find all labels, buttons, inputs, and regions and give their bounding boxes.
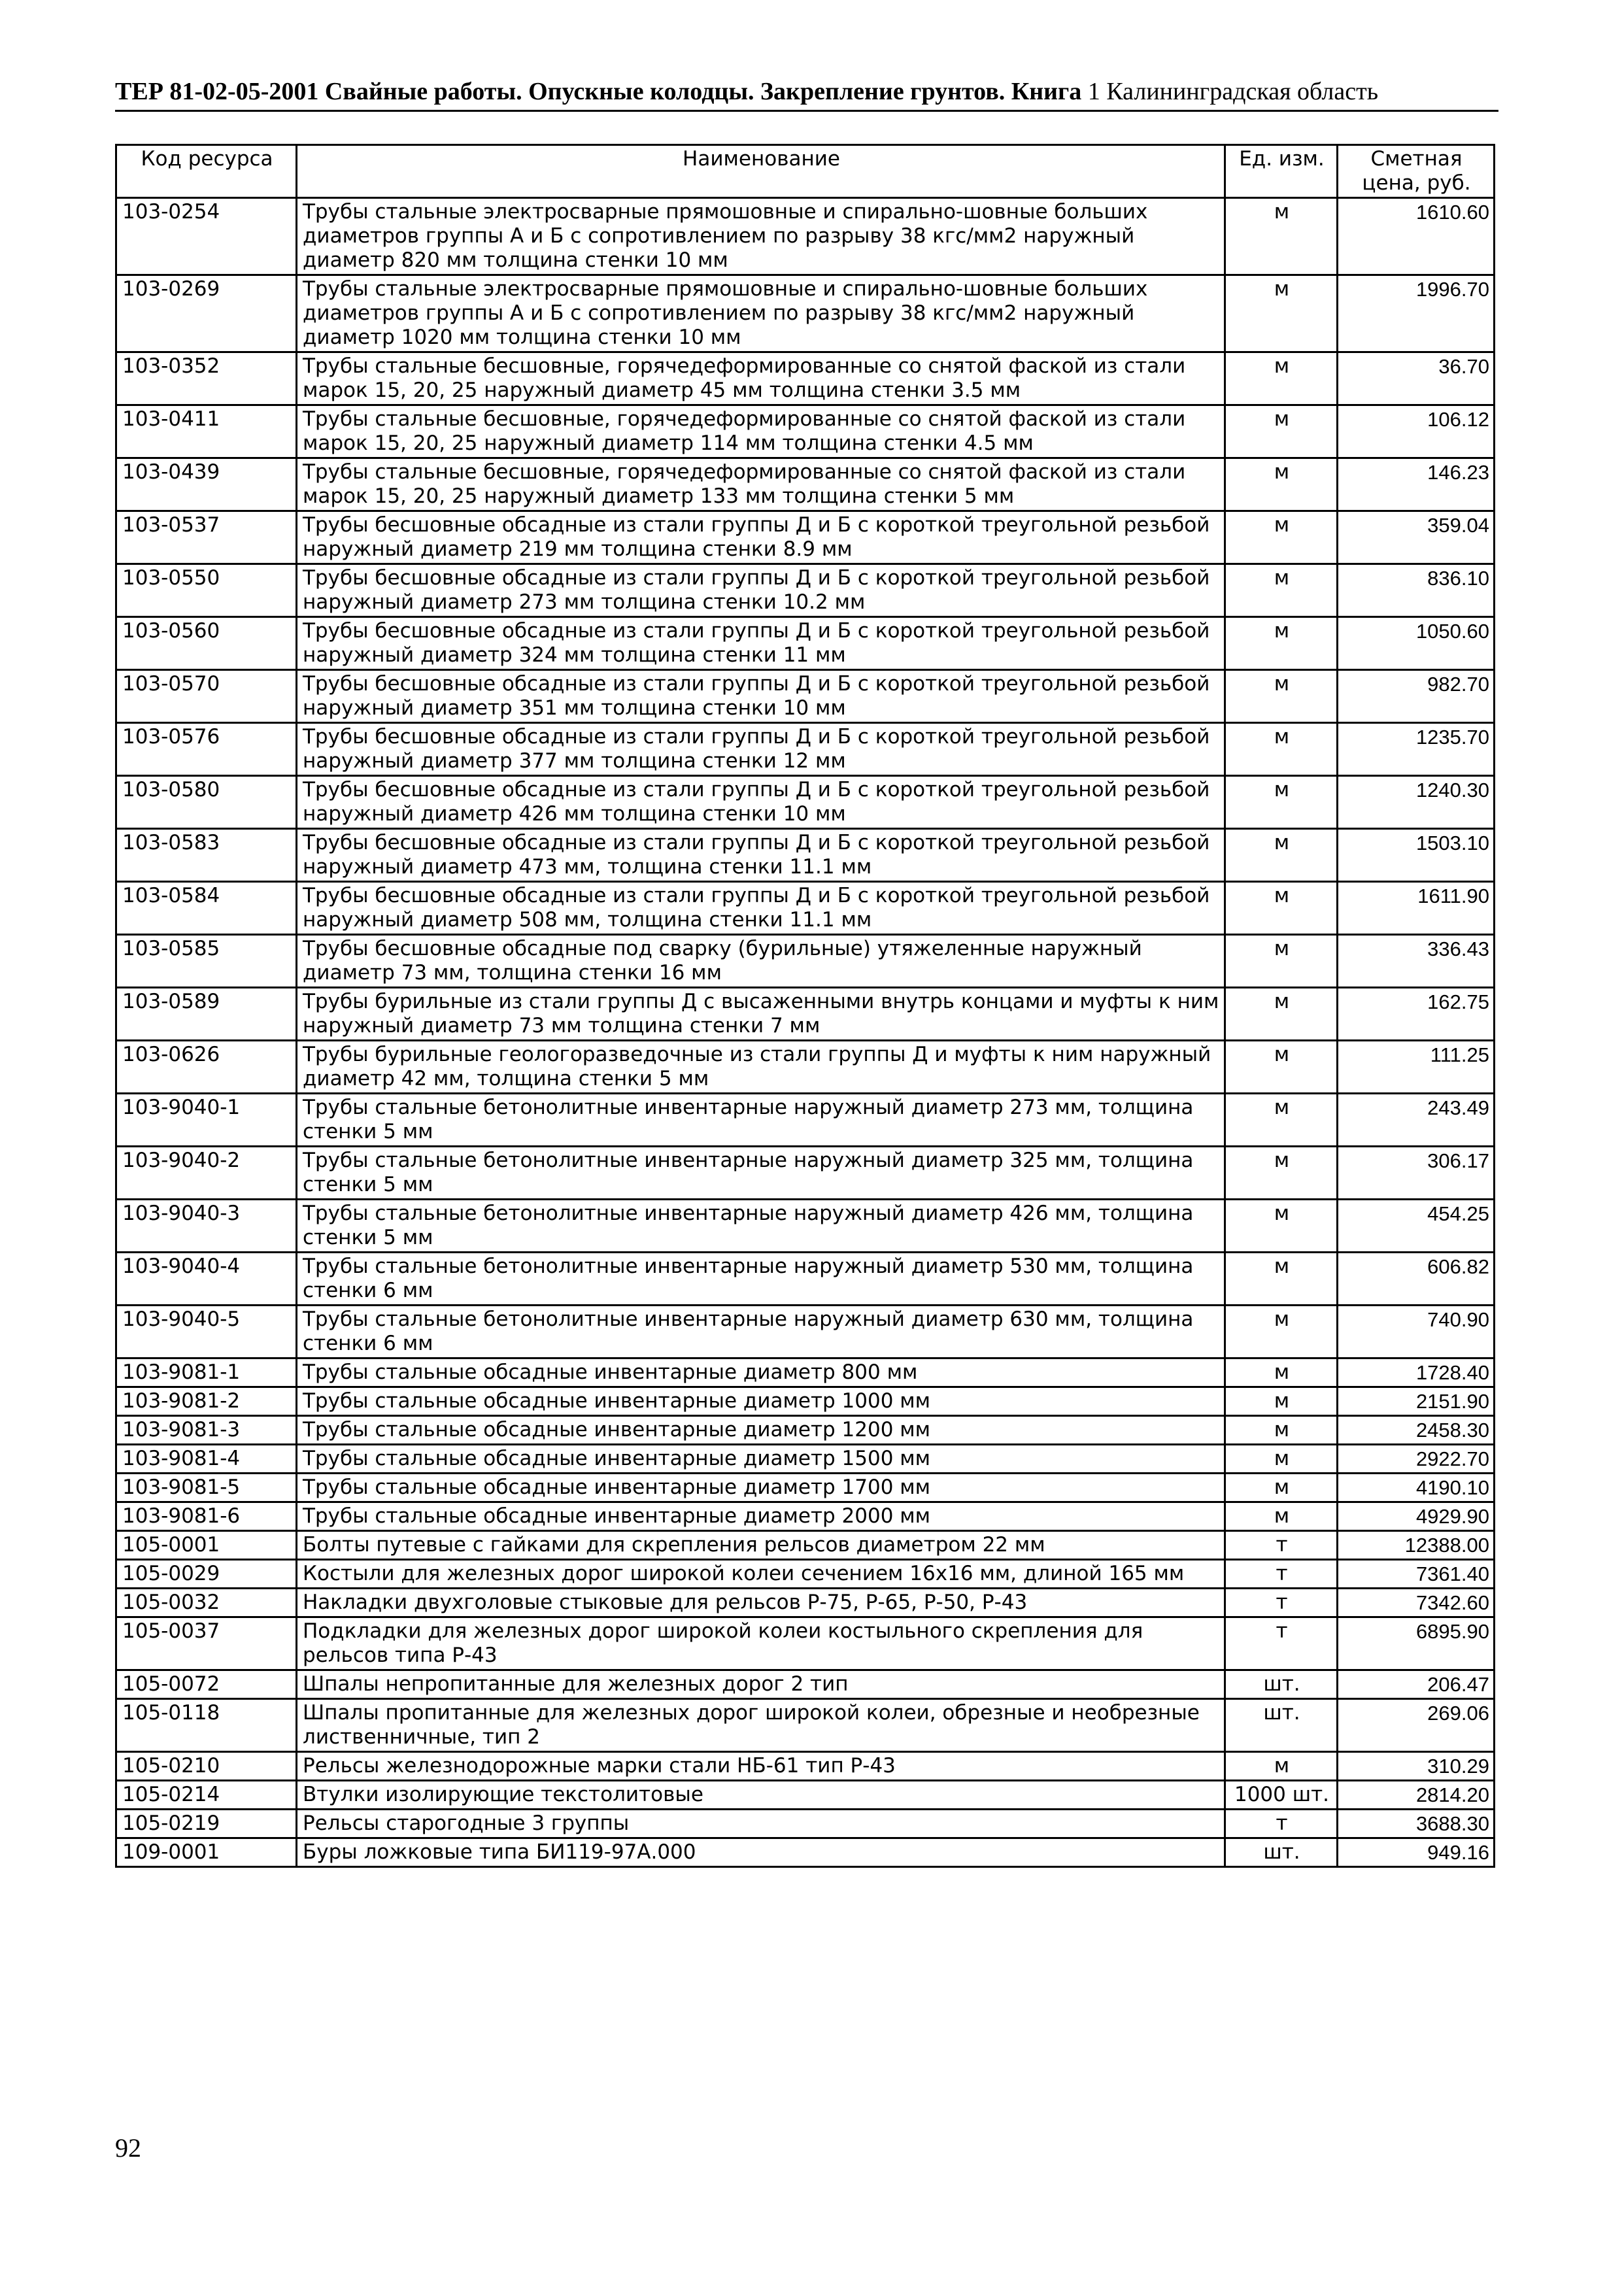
table-row bbox=[116, 1617, 1495, 1670]
table-row bbox=[116, 1502, 1495, 1531]
resource-price: 12388.00 bbox=[1338, 1531, 1495, 1560]
resource-unit: м bbox=[1225, 1752, 1338, 1781]
resource-code: 105-0072 bbox=[116, 1670, 297, 1699]
resource-price: 2151.90 bbox=[1338, 1387, 1495, 1416]
resource-unit: м bbox=[1225, 511, 1338, 564]
resource-price: 2814.20 bbox=[1338, 1781, 1495, 1810]
resource-unit: м bbox=[1225, 352, 1338, 405]
table-row bbox=[116, 1752, 1495, 1781]
resource-name: Рельсы железнодорожные марки стали НБ-61 тип Р-43 bbox=[297, 1752, 1225, 1781]
column-header-name: Наименование bbox=[297, 145, 1225, 198]
table-row bbox=[116, 1387, 1495, 1416]
resource-unit: м bbox=[1225, 1445, 1338, 1474]
resource-name: Трубы бурильные из стали группы Д с высаженными внутрь концами и муфты к ним наружный диаметр 73 мм толщина стенки 7 мм bbox=[297, 988, 1225, 1041]
resource-price: 111.25 bbox=[1338, 1041, 1495, 1094]
resource-price: 1611.90 bbox=[1338, 882, 1495, 935]
resource-name: Трубы стальные обсадные инвентарные диаметр 1500 мм bbox=[297, 1445, 1225, 1474]
table-row bbox=[116, 458, 1495, 511]
resource-unit: м bbox=[1225, 1416, 1338, 1445]
resource-price: 146.23 bbox=[1338, 458, 1495, 511]
resource-code: 105-0037 bbox=[116, 1617, 297, 1670]
resource-name: Костыли для железных дорог широкой колеи сечением 16х16 мм, длиной 165 мм bbox=[297, 1560, 1225, 1589]
table-row bbox=[116, 1670, 1495, 1699]
resource-code: 103-0411 bbox=[116, 405, 297, 458]
table-row bbox=[116, 1147, 1495, 1200]
resource-price: 1610.60 bbox=[1338, 198, 1495, 275]
resource-code: 103-0580 bbox=[116, 776, 297, 829]
resource-price: 2922.70 bbox=[1338, 1445, 1495, 1474]
resource-unit: м bbox=[1225, 1387, 1338, 1416]
resource-code: 103-9081-2 bbox=[116, 1387, 297, 1416]
resource-unit: м bbox=[1225, 723, 1338, 776]
resource-name: Трубы стальные обсадные инвентарные диаметр 1700 мм bbox=[297, 1474, 1225, 1502]
resource-unit: т bbox=[1225, 1560, 1338, 1589]
resource-unit: м bbox=[1225, 1041, 1338, 1094]
resource-unit: м bbox=[1225, 1306, 1338, 1358]
resource-price: 162.75 bbox=[1338, 988, 1495, 1041]
resource-name: Буры ложковые типа БИ119-97А.000 bbox=[297, 1838, 1225, 1867]
resource-unit: т bbox=[1225, 1617, 1338, 1670]
resource-name: Трубы стальные обсадные инвентарные диаметр 800 мм bbox=[297, 1358, 1225, 1387]
resource-name: Трубы бесшовные обсадные из стали группы Д и Б с короткой треугольной резьбой наружный диаметр 473 мм, толщина стенки 11.1 мм bbox=[297, 829, 1225, 882]
resource-unit: м bbox=[1225, 1253, 1338, 1306]
resource-price: 454.25 bbox=[1338, 1200, 1495, 1253]
resource-name: Трубы стальные электросварные прямошовные и спирально-шовные больших диаметров группы А и Б с сопротивлением по разрыву 38 кгс/мм2 наружный диаметр 820 мм толщина стенки 10 мм bbox=[297, 198, 1225, 275]
table-row bbox=[116, 1041, 1495, 1094]
resource-code: 103-9040-4 bbox=[116, 1253, 297, 1306]
column-header-code: Код ресурса bbox=[116, 145, 297, 198]
resource-name: Трубы стальные бесшовные, горячедеформированные со снятой фаской из стали марок 15, 20, 25 наружный диаметр 45 мм толщина стенки 3.5 мм bbox=[297, 352, 1225, 405]
resource-code: 105-0214 bbox=[116, 1781, 297, 1810]
table-header-row bbox=[116, 145, 1495, 198]
resource-name: Трубы бесшовные обсадные из стали группы Д и Б с короткой треугольной резьбой наружный диаметр 426 мм толщина стенки 10 мм bbox=[297, 776, 1225, 829]
resource-unit: м bbox=[1225, 1200, 1338, 1253]
table-row bbox=[116, 352, 1495, 405]
resource-code: 103-0269 bbox=[116, 275, 297, 352]
table-row bbox=[116, 1838, 1495, 1867]
resource-price: 982.70 bbox=[1338, 670, 1495, 723]
header-title: ТЕР 81-02-05-2001 Свайные работы. Опускные колодцы. Закрепление грунтов. Книга bbox=[115, 78, 1082, 105]
table-row bbox=[116, 1200, 1495, 1253]
resource-code: 103-0583 bbox=[116, 829, 297, 882]
resource-unit: м bbox=[1225, 458, 1338, 511]
table-row bbox=[116, 1589, 1495, 1617]
table-body bbox=[116, 198, 1495, 1867]
table-row bbox=[116, 935, 1495, 988]
resource-code: 103-9081-5 bbox=[116, 1474, 297, 1502]
resource-name: Втулки изолирующие текстолитовые bbox=[297, 1781, 1225, 1810]
resource-price: 4929.90 bbox=[1338, 1502, 1495, 1531]
resource-unit: м bbox=[1225, 1502, 1338, 1531]
resource-name: Шпалы непропитанные для железных дорог 2 тип bbox=[297, 1670, 1225, 1699]
resource-unit: м bbox=[1225, 564, 1338, 617]
resource-code: 105-0118 bbox=[116, 1699, 297, 1752]
table-row bbox=[116, 829, 1495, 882]
resource-price: 1996.70 bbox=[1338, 275, 1495, 352]
resource-unit: м bbox=[1225, 988, 1338, 1041]
table-row bbox=[116, 723, 1495, 776]
resource-unit: м bbox=[1225, 882, 1338, 935]
resource-price: 336.43 bbox=[1338, 935, 1495, 988]
resource-price: 740.90 bbox=[1338, 1306, 1495, 1358]
table-row bbox=[116, 1306, 1495, 1358]
resource-name: Трубы бесшовные обсадные из стали группы Д и Б с короткой треугольной резьбой наружный диаметр 351 мм толщина стенки 10 мм bbox=[297, 670, 1225, 723]
resource-code: 103-0570 bbox=[116, 670, 297, 723]
resource-name: Накладки двухголовые стыковые для рельсов Р-75, Р-65, Р-50, Р-43 bbox=[297, 1589, 1225, 1617]
resource-unit: м bbox=[1225, 198, 1338, 275]
resource-price: 1235.70 bbox=[1338, 723, 1495, 776]
table-row bbox=[116, 405, 1495, 458]
resource-code: 103-0537 bbox=[116, 511, 297, 564]
header-region: 1 Калининградская область bbox=[1081, 78, 1379, 105]
table-row bbox=[116, 988, 1495, 1041]
resource-code: 103-0254 bbox=[116, 198, 297, 275]
resource-price: 7342.60 bbox=[1338, 1589, 1495, 1617]
resource-unit: м bbox=[1225, 617, 1338, 670]
resource-price: 36.70 bbox=[1338, 352, 1495, 405]
resource-unit: м bbox=[1225, 1094, 1338, 1147]
resource-code: 103-0576 bbox=[116, 723, 297, 776]
page-number: 92 bbox=[115, 2133, 141, 2163]
resource-name: Трубы бесшовные обсадные из стали группы Д и Б с короткой треугольной резьбой наружный диаметр 508 мм, толщина стенки 11.1 мм bbox=[297, 882, 1225, 935]
table-row bbox=[116, 511, 1495, 564]
table-row bbox=[116, 670, 1495, 723]
table-row bbox=[116, 1699, 1495, 1752]
resource-price: 206.47 bbox=[1338, 1670, 1495, 1699]
resource-unit: м bbox=[1225, 1358, 1338, 1387]
resource-code: 103-0626 bbox=[116, 1041, 297, 1094]
resource-code: 103-0550 bbox=[116, 564, 297, 617]
resource-name: Трубы бесшовные обсадные из стали группы Д и Б с короткой треугольной резьбой наружный диаметр 219 мм толщина стенки 8.9 мм bbox=[297, 511, 1225, 564]
table-row bbox=[116, 564, 1495, 617]
column-header-price: Сметная цена, руб. bbox=[1338, 145, 1495, 198]
resource-name: Подкладки для железных дорог широкой колеи костыльного скрепления для рельсов типа Р-43 bbox=[297, 1617, 1225, 1670]
resource-name: Трубы стальные бетонолитные инвентарные наружный диаметр 273 мм, толщина стенки 5 мм bbox=[297, 1094, 1225, 1147]
resource-unit: м bbox=[1225, 670, 1338, 723]
resource-name: Трубы бурильные геологоразведочные из стали группы Д и муфты к ним наружный диаметр 42 мм, толщина стенки 5 мм bbox=[297, 1041, 1225, 1094]
resource-unit: м bbox=[1225, 935, 1338, 988]
table-row bbox=[116, 1416, 1495, 1445]
resource-code: 103-9081-4 bbox=[116, 1445, 297, 1474]
resource-price-table bbox=[115, 144, 1495, 1868]
resource-code: 103-0439 bbox=[116, 458, 297, 511]
resource-price: 1240.30 bbox=[1338, 776, 1495, 829]
resource-price: 1050.60 bbox=[1338, 617, 1495, 670]
resource-price: 306.17 bbox=[1338, 1147, 1495, 1200]
table-row bbox=[116, 275, 1495, 352]
resource-name: Трубы стальные обсадные инвентарные диаметр 1000 мм bbox=[297, 1387, 1225, 1416]
resource-name: Трубы стальные бетонолитные инвентарные наружный диаметр 325 мм, толщина стенки 5 мм bbox=[297, 1147, 1225, 1200]
resource-price: 2458.30 bbox=[1338, 1416, 1495, 1445]
resource-price: 1503.10 bbox=[1338, 829, 1495, 882]
table-row bbox=[116, 198, 1495, 275]
resource-code: 103-9081-1 bbox=[116, 1358, 297, 1387]
resource-name: Трубы бесшовные обсадные из стали группы Д и Б с короткой треугольной резьбой наружный диаметр 324 мм толщина стенки 11 мм bbox=[297, 617, 1225, 670]
resource-price: 7361.40 bbox=[1338, 1560, 1495, 1589]
resource-code: 103-0352 bbox=[116, 352, 297, 405]
resource-code: 105-0001 bbox=[116, 1531, 297, 1560]
resource-unit: шт. bbox=[1225, 1838, 1338, 1867]
resource-table-container bbox=[115, 144, 1495, 1868]
resource-price: 836.10 bbox=[1338, 564, 1495, 617]
table-row bbox=[116, 1253, 1495, 1306]
resource-code: 105-0029 bbox=[116, 1560, 297, 1589]
resource-unit: м bbox=[1225, 1474, 1338, 1502]
resource-code: 103-0584 bbox=[116, 882, 297, 935]
resource-unit: т bbox=[1225, 1589, 1338, 1617]
resource-name: Трубы бесшовные обсадные из стали группы Д и Б с короткой треугольной резьбой наружный диаметр 273 мм толщина стенки 10.2 мм bbox=[297, 564, 1225, 617]
resource-code: 103-9040-3 bbox=[116, 1200, 297, 1253]
table-row bbox=[116, 882, 1495, 935]
table-row bbox=[116, 1474, 1495, 1502]
resource-code: 105-0032 bbox=[116, 1589, 297, 1617]
resource-code: 103-9040-2 bbox=[116, 1147, 297, 1200]
resource-name: Трубы стальные бетонолитные инвентарные наружный диаметр 426 мм, толщина стенки 5 мм bbox=[297, 1200, 1225, 1253]
resource-unit: шт. bbox=[1225, 1699, 1338, 1752]
resource-price: 106.12 bbox=[1338, 405, 1495, 458]
resource-price: 606.82 bbox=[1338, 1253, 1495, 1306]
resource-unit: шт. bbox=[1225, 1670, 1338, 1699]
resource-price: 949.16 bbox=[1338, 1838, 1495, 1867]
resource-unit: т bbox=[1225, 1810, 1338, 1838]
resource-unit: т bbox=[1225, 1531, 1338, 1560]
resource-code: 103-9081-6 bbox=[116, 1502, 297, 1531]
table-row bbox=[116, 1358, 1495, 1387]
resource-name: Трубы стальные бесшовные, горячедеформированные со снятой фаской из стали марок 15, 20, 25 наружный диаметр 114 мм толщина стенки 4.5 мм bbox=[297, 405, 1225, 458]
table-row bbox=[116, 1560, 1495, 1589]
resource-unit: м bbox=[1225, 829, 1338, 882]
table-row bbox=[116, 617, 1495, 670]
resource-unit: м bbox=[1225, 1147, 1338, 1200]
resource-price: 310.29 bbox=[1338, 1752, 1495, 1781]
resource-code: 105-0219 bbox=[116, 1810, 297, 1838]
resource-price: 269.06 bbox=[1338, 1699, 1495, 1752]
resource-unit: м bbox=[1225, 275, 1338, 352]
resource-name: Болты путевые с гайками для скрепления рельсов диаметром 22 мм bbox=[297, 1531, 1225, 1560]
resource-name: Трубы стальные обсадные инвентарные диаметр 2000 мм bbox=[297, 1502, 1225, 1531]
resource-unit: м bbox=[1225, 776, 1338, 829]
resource-price: 6895.90 bbox=[1338, 1617, 1495, 1670]
resource-unit: м bbox=[1225, 405, 1338, 458]
resource-unit: 1000 шт. bbox=[1225, 1781, 1338, 1810]
resource-code: 103-9081-3 bbox=[116, 1416, 297, 1445]
resource-name: Шпалы пропитанные для железных дорог широкой колеи, обрезные и необрезные лиственничные, тип 2 bbox=[297, 1699, 1225, 1752]
resource-name: Трубы стальные бетонолитные инвентарные наружный диаметр 630 мм, толщина стенки 6 мм bbox=[297, 1306, 1225, 1358]
resource-price: 359.04 bbox=[1338, 511, 1495, 564]
column-header-unit: Ед. изм. bbox=[1225, 145, 1338, 198]
resource-code: 103-0560 bbox=[116, 617, 297, 670]
resource-code: 103-0585 bbox=[116, 935, 297, 988]
resource-name: Трубы стальные обсадные инвентарные диаметр 1200 мм bbox=[297, 1416, 1225, 1445]
resource-name: Трубы стальные бетонолитные инвентарные наружный диаметр 530 мм, толщина стенки 6 мм bbox=[297, 1253, 1225, 1306]
table-row bbox=[116, 776, 1495, 829]
resource-price: 4190.10 bbox=[1338, 1474, 1495, 1502]
resource-name: Трубы стальные бесшовные, горячедеформированные со снятой фаской из стали марок 15, 20, 25 наружный диаметр 133 мм толщина стенки 5 мм bbox=[297, 458, 1225, 511]
table-row bbox=[116, 1781, 1495, 1810]
resource-price: 1728.40 bbox=[1338, 1358, 1495, 1387]
resource-code: 103-9040-5 bbox=[116, 1306, 297, 1358]
resource-code: 105-0210 bbox=[116, 1752, 297, 1781]
resource-name: Трубы бесшовные обсадные из стали группы Д и Б с короткой треугольной резьбой наружный диаметр 377 мм толщина стенки 12 мм bbox=[297, 723, 1225, 776]
table-row bbox=[116, 1810, 1495, 1838]
resource-code: 103-0589 bbox=[116, 988, 297, 1041]
table-row bbox=[116, 1531, 1495, 1560]
resource-price: 243.49 bbox=[1338, 1094, 1495, 1147]
table-row bbox=[116, 1094, 1495, 1147]
resource-name: Рельсы старогодные 3 группы bbox=[297, 1810, 1225, 1838]
resource-name: Трубы бесшовные обсадные под сварку (бурильные) утяжеленные наружный диаметр 73 мм, толщина стенки 16 мм bbox=[297, 935, 1225, 988]
resource-code: 103-9040-1 bbox=[116, 1094, 297, 1147]
resource-price: 3688.30 bbox=[1338, 1810, 1495, 1838]
table-row bbox=[116, 1445, 1495, 1474]
resource-code: 109-0001 bbox=[116, 1838, 297, 1867]
resource-name: Трубы стальные электросварные прямошовные и спирально-шовные больших диаметров группы А и Б с сопротивлением по разрыву 38 кгс/мм2 наружный диаметр 1020 мм толщина стенки 10 мм bbox=[297, 275, 1225, 352]
page-header bbox=[115, 77, 1498, 112]
